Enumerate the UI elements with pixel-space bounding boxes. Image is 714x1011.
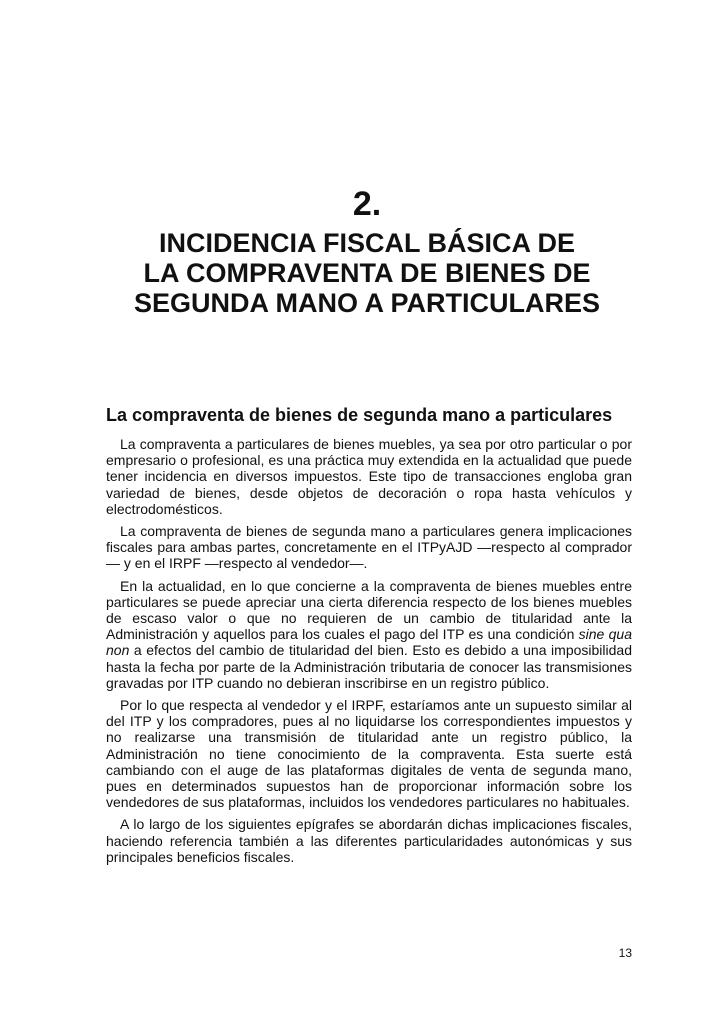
chapter-title-line: SEGUNDA MANO A PARTICULARES bbox=[133, 288, 600, 318]
section-heading: La compraventa de bienes de segunda mano a particulares bbox=[106, 405, 613, 425]
paragraph: La compraventa de bienes de segunda mano a particulares genera implicaciones fiscales para ambas partes, concretamente en el ITPyAJD —respecto al comprador— y en el IRPF —respecto al vendedor—. bbox=[106, 523, 632, 572]
latin-phrase: sine qua non bbox=[106, 626, 632, 659]
paragraph: A lo largo de los siguientes epígrafes se abordarán dichas implicaciones fiscales, haciendo referencia también a las diferentes particularidades autonómicas y sus principales beneficios fiscales. bbox=[106, 816, 632, 865]
paragraph-text: En la actualidad, en lo que concierne a la compraventa de bienes muebles entre particulares se puede apreciar una cierta diferencia respecto de los bienes muebles de escaso valor o que no requieren de un cambio de titularidad ante la Administración y aquellos para los cuales el pago del ITP es una condición bbox=[106, 577, 632, 643]
paragraph: La compraventa a particulares de bienes muebles, ya sea por otro particular o por empresario o profesional, es una práctica muy extendida en la actualidad que puede tener incidencia en diversos impuestos. Este tipo de transacciones engloba gran variedad de bienes, desde objetos de decoración o ropa hasta vehículos y electrodomésticos. bbox=[106, 436, 632, 517]
paragraph-text: a efectos del cambio de titularidad del bien. Esto es debido a una imposibilidad hasta la fecha por parte de la Administración tributaria de conocer las transmisiones gravadas por ITP cuando no debieran inscribirse en un registro público. bbox=[106, 642, 632, 691]
chapter-title bbox=[60, 228, 674, 318]
paragraph bbox=[106, 578, 632, 691]
chapter-header bbox=[60, 186, 674, 318]
page-number: 13 bbox=[618, 946, 632, 960]
chapter-title-line: INCIDENCIA FISCAL BÁSICA DE bbox=[158, 228, 576, 258]
body-text bbox=[106, 436, 632, 871]
paragraph: Por lo que respecta al vendedor y el IRPF, estaríamos ante un supuesto similar al del ITP y los compradores, pues al no liquidarse los correspondientes impuestos y no realizarse una transmisión de titularidad ante un registro público, la Administración no tiene conocimiento de la compraventa. Esta suerte está cambiando con el auge de las plataformas digitales de venta de segunda mano, pues en determinados supuestos han de proporcionar información sobre los vendedores de sus plataformas, incluidos los vendedores particulares no habituales. bbox=[106, 697, 632, 811]
chapter-number: 2. bbox=[352, 185, 382, 223]
chapter-title-line: LA COMPRAVENTA DE BIENES DE bbox=[143, 258, 591, 288]
